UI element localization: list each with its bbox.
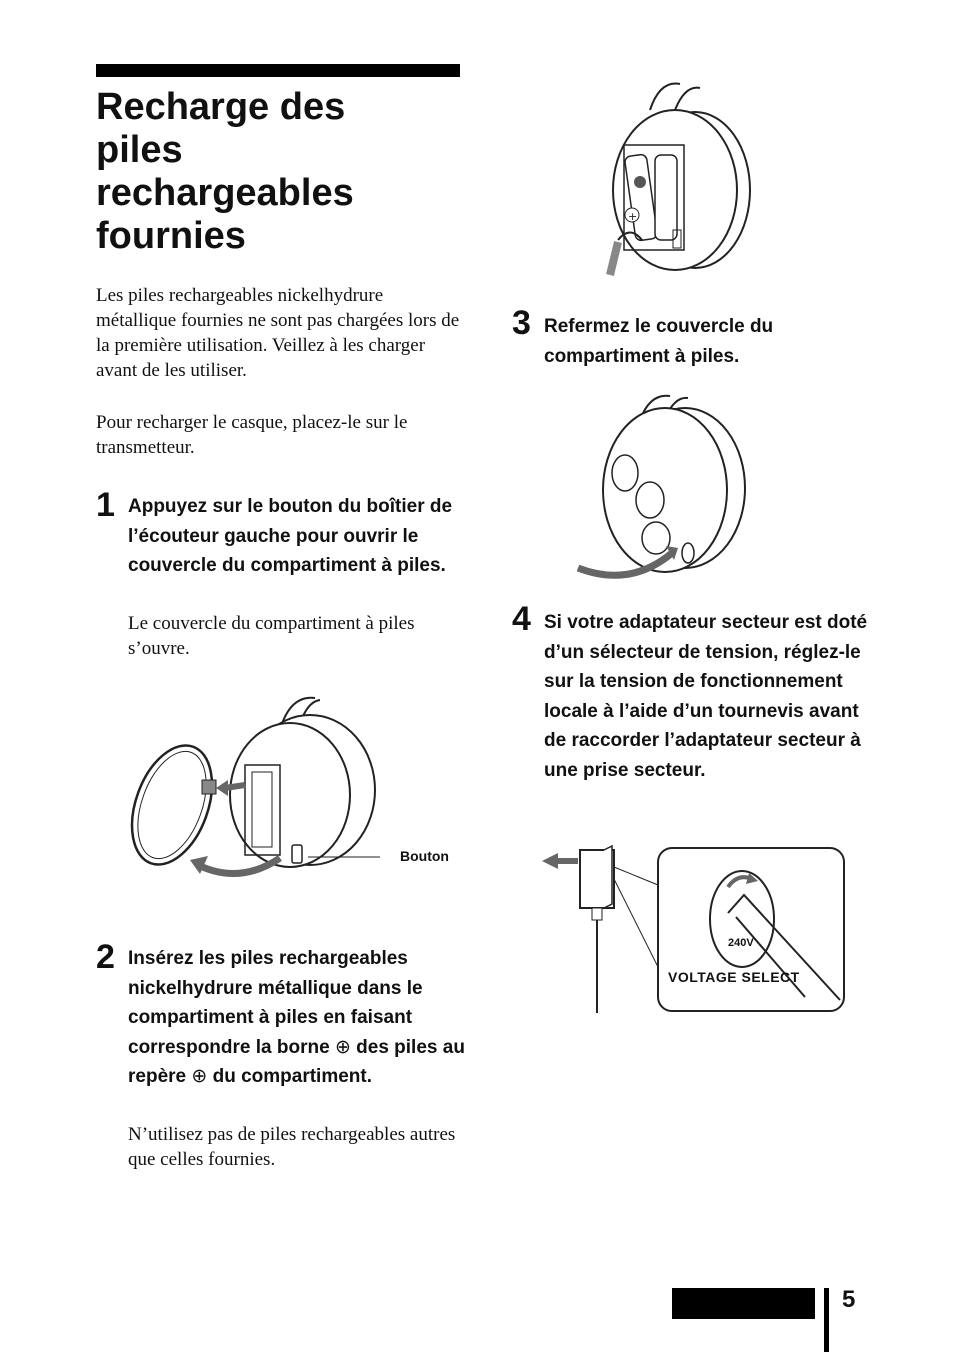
headphone-open-cover-illustration: [130, 690, 380, 890]
step-instruction-text: Insérez les piles rechargeables nickelhydrure métallique dans le compartiment à piles en faisant correspondre la borne: [128, 948, 423, 1058]
step-number: 2: [96, 938, 115, 976]
step-instruction: Refermez le couvercle du compartiment à piles.: [544, 316, 774, 367]
page-tab-marker: [672, 1288, 815, 1319]
voltage-selector-label: VOLTAGE SELECT: [668, 969, 800, 985]
intro-paragraph: Les piles rechargeables nickelhydrure métallique fournies ne sont pas chargées lors de la première utilisation. Veillez à les charger avant de les utiliser.: [96, 285, 460, 381]
page-number: 5: [842, 1286, 856, 1313]
plus-terminal-icon: ⊕: [334, 1035, 351, 1058]
page-rule: [824, 1288, 829, 1352]
step-number: 4: [512, 600, 531, 638]
voltage-value-label: 240V: [728, 937, 754, 949]
ac-adaptor-illustration: [540, 845, 850, 1020]
step-number: 3: [512, 304, 531, 342]
closed-cover-illustration: [570, 388, 755, 588]
step-note: N’utilisez pas de piles rechargeables autres que celles fournies.: [128, 1124, 456, 1170]
step-instruction-text: des piles au repère: [128, 1036, 465, 1087]
button-callout-label: Bouton: [400, 848, 449, 864]
step-instruction: [128, 944, 473, 1092]
plus-marker-icon: ⊕: [191, 1065, 208, 1087]
step-note: Le couvercle du compartiment à piles s’ouvre.: [128, 613, 415, 659]
step-number: 1: [96, 486, 115, 524]
title-line: rechargeables: [96, 172, 354, 214]
title-rule: [96, 64, 460, 77]
title-line: piles: [96, 129, 183, 171]
step-instruction: Appuyez sur le bouton du boîtier de l’écouteur gauche pour ouvrir le couvercle du compartiment à piles.: [128, 496, 453, 576]
title-line: Recharge des: [96, 86, 346, 128]
step-instruction-text: du compartiment.: [212, 1066, 372, 1087]
svg-text:+: +: [628, 210, 638, 223]
step-instruction: Si votre adaptateur secteur est doté d’un sélecteur de tension, réglez-le sur la tension de fonctionnement locale à l’aide d’un tournevis avant de raccorder l’adaptateur secteur à une prise secteur.: [544, 612, 868, 781]
intro-paragraph: Pour recharger le casque, placez-le sur le transmetteur.: [96, 412, 408, 458]
battery-insertion-illustration: [600, 80, 760, 280]
title-line: fournies: [96, 215, 246, 257]
page-title: [96, 86, 476, 258]
